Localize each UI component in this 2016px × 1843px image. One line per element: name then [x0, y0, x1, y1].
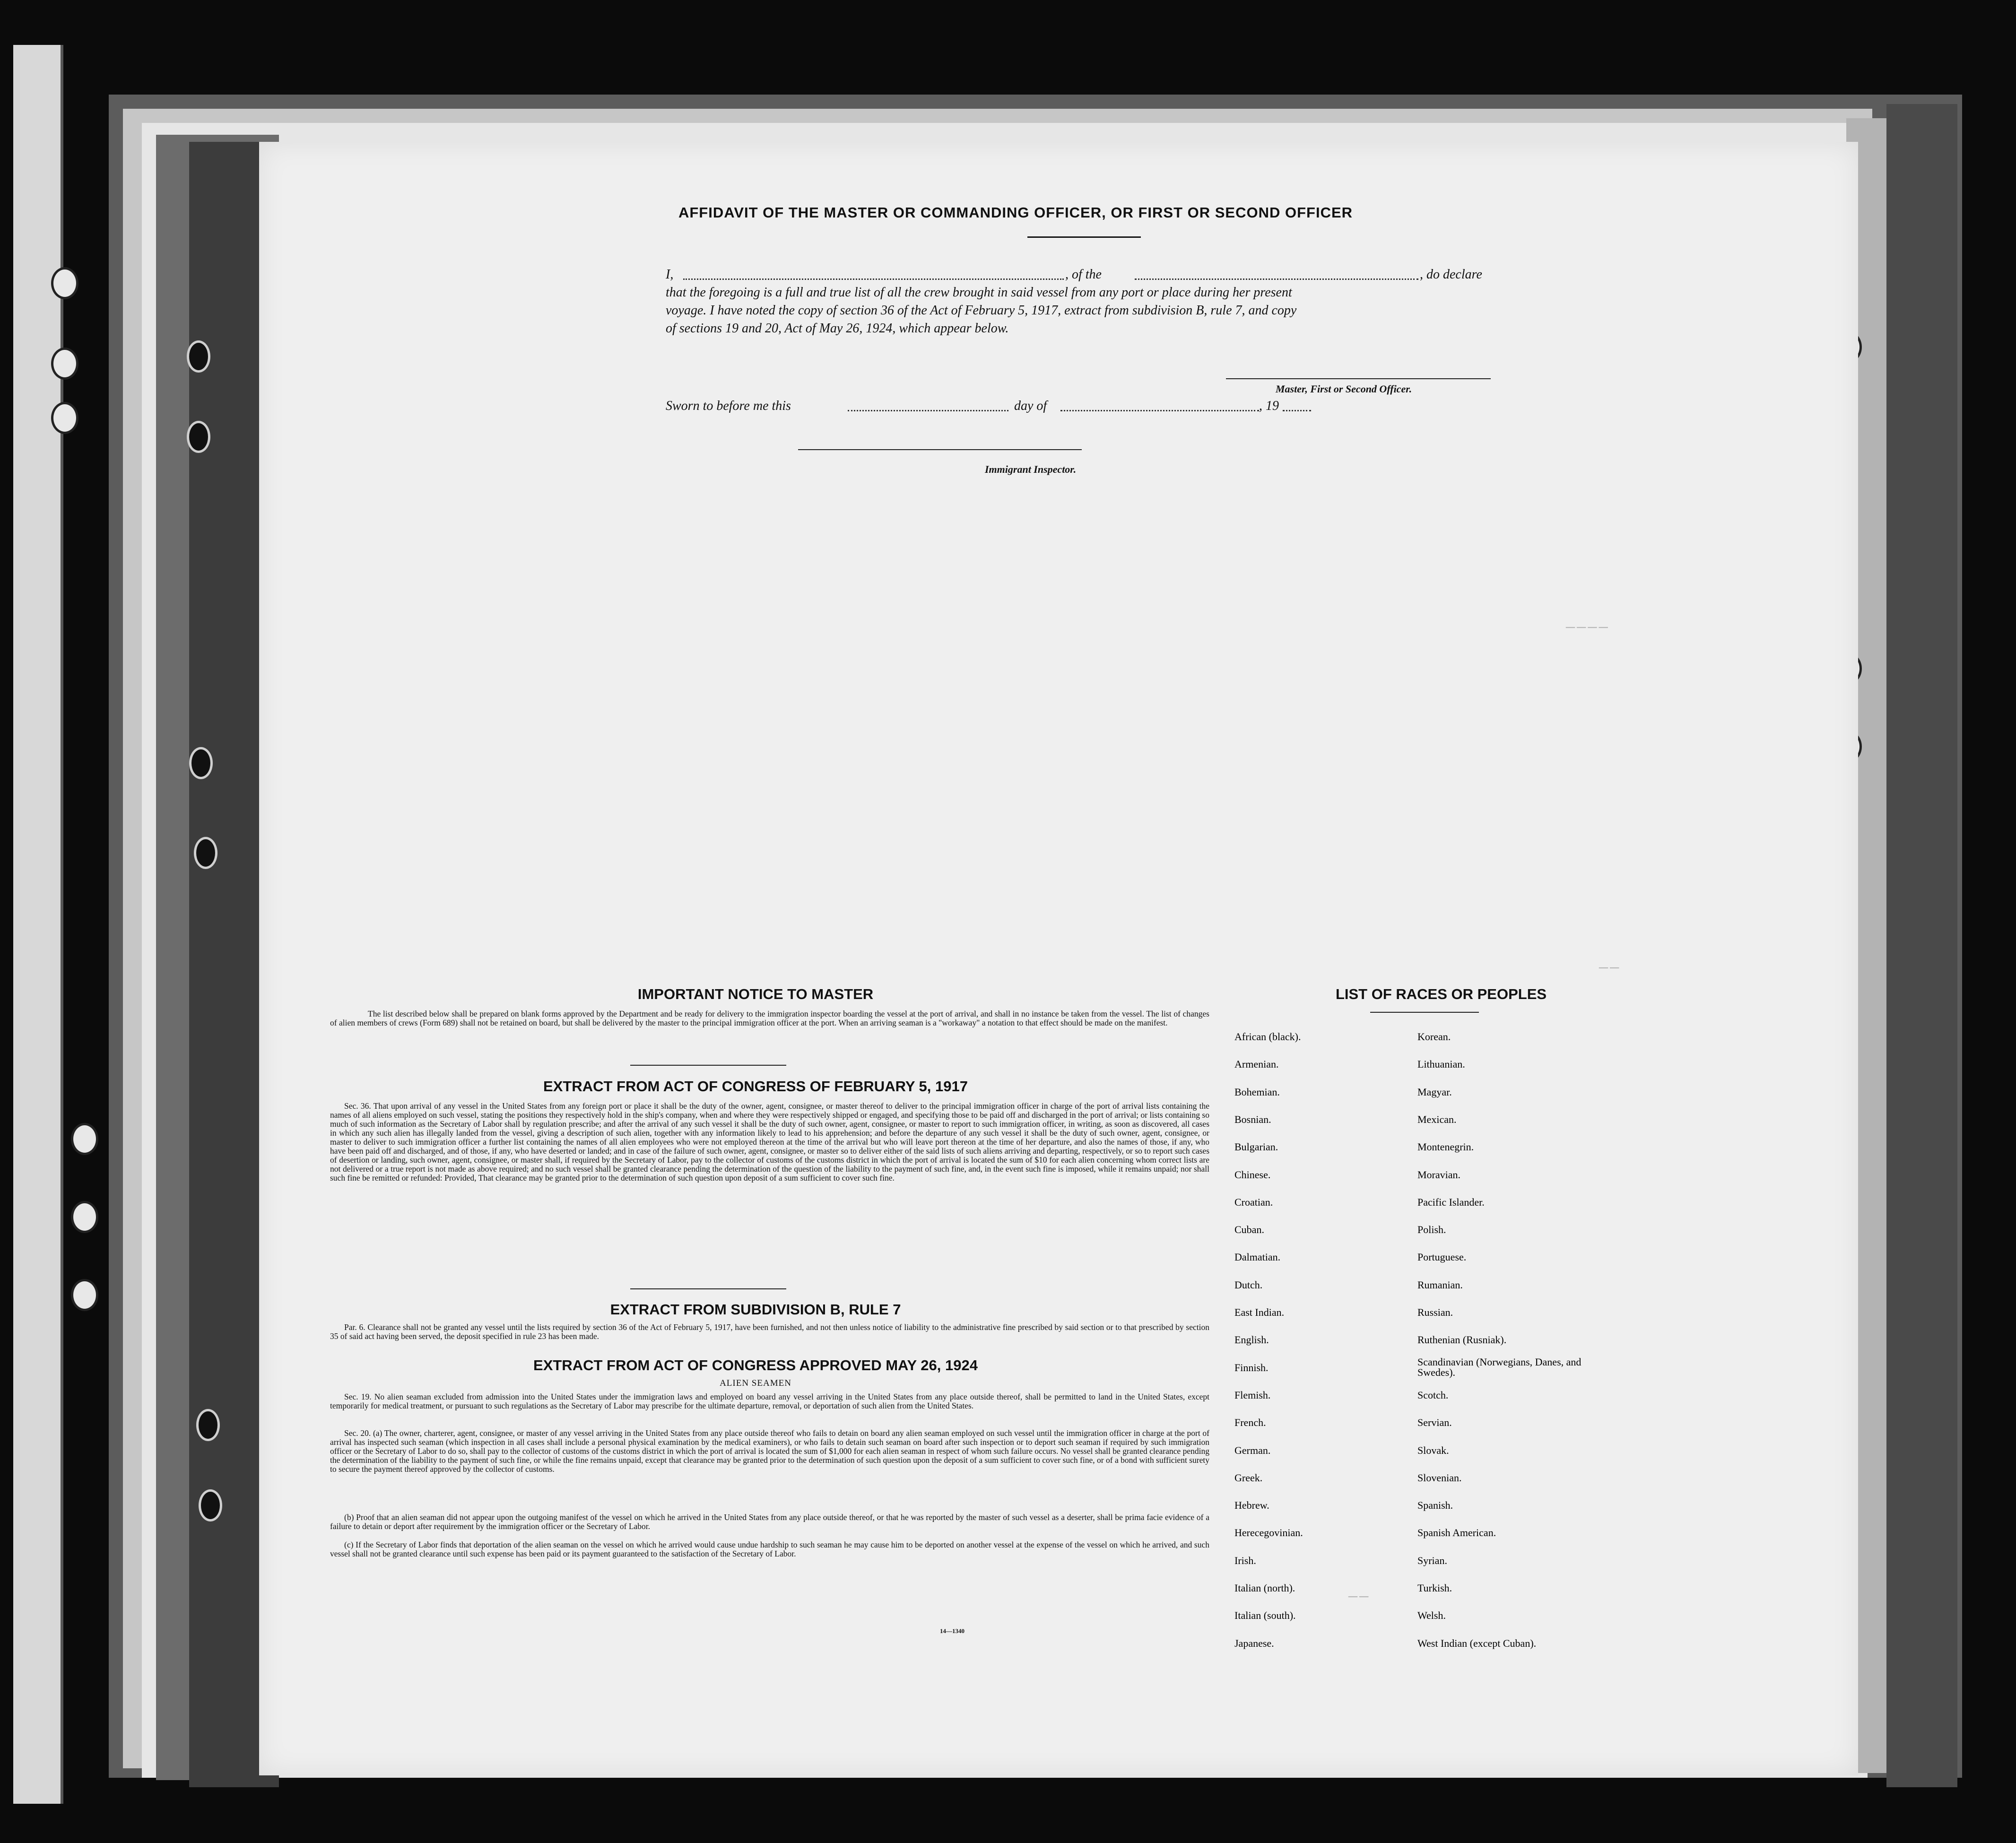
race-item: Magyar. — [1417, 1086, 1452, 1098]
bleed-through: ── — [1597, 960, 1619, 977]
punch-hole — [51, 348, 78, 380]
race-item: Dalmatian. — [1234, 1251, 1281, 1263]
left-page-edge — [13, 45, 63, 1804]
race-item: Spanish American. — [1417, 1527, 1496, 1539]
race-item: Pacific Islander. — [1417, 1196, 1485, 1208]
race-item: Bulgarian. — [1234, 1141, 1278, 1153]
race-item: Mexican. — [1417, 1113, 1457, 1125]
race-item: Bosnian. — [1234, 1113, 1271, 1125]
race-item: Armenian. — [1234, 1058, 1279, 1070]
inspector-caption: Immigrant Inspector. — [985, 463, 1077, 475]
punch-hole — [189, 747, 213, 779]
race-item: Montenegrin. — [1417, 1141, 1474, 1153]
race-item: Cuban. — [1234, 1224, 1264, 1235]
punch-hole — [196, 1409, 220, 1441]
extract-1917-text: Sec. 36. That upon arrival of any vessel in the United States from any foreign port or place it shall be the duty of the owner, agent, consignee, or master thereof to deliver to the principal immigration officer in charge of the port of arrival lists containing the names of all aliens employed on such vessel, stating the positions they respectively hold in the ship's company, when and where they were respectively shipped or engaged, and specifying those to be paid off and discharged in the port of arrival; or lists containing so much of such information as the Secretary of Labor shall by regulation prescribe; and after the arrival of any such vessel it shall be the duty of such owner, agent, consignee, or master to report to such immigration officer, in writing, as soon as discovered, all cases in which any such alien has illegally landed from the vessel, giving a description of such alien, together with any information likely to lead to his apprehension; and before the departure of any such vessel it shall be the duty of such owner, agent, consignee, or master to deliver to such immigration officer a further list containing the names of all alien employees who were not employed thereon at the time of the arrival but who will leave port thereon at the time of her departure, and also the names of those, if any, who have been paid off and discharged, and of those, if any, who have deserted or landed; and in case of the failure of such owner, agent, consignee, or master so to deliver either of the said lists of such aliens arriving and departing, respectively, or so to report such cases of desertion or landing, such owner, agent, consignee, or master shall, if required by the Secretary of Labor, pay to the collector of customs of the customs district in which the port of arrival is located the sum of $10 for each alien concerning whom correct lists are not delivered or a true report is not made as above required; and no such vessel shall be granted clearance pending the determination of the question of the liability to the payment of such fine, and, in the event such fine is imposed, while it remains unpaid; nor shall such fine be remitted or refunded: Provided, That clearance may be granted prior to the determination of such question upon deposit of a sum sufficient to cover such fine. — [330, 1101, 1209, 1182]
sworn-year-blank[interactable] — [1283, 410, 1311, 411]
race-item: Syrian. — [1417, 1555, 1447, 1566]
divider — [630, 1288, 786, 1289]
inspector-signature-line[interactable] — [798, 449, 1082, 450]
race-item: Flemish. — [1234, 1389, 1271, 1401]
punch-hole — [71, 1201, 98, 1233]
affidavit-sheet — [259, 142, 1858, 1775]
race-item: Rumanian. — [1417, 1279, 1463, 1291]
sec19-text: Sec. 19. No alien seaman excluded from admission into the United States under the immigration laws and employed on board any vessel arriving in the United States from any place outside thereof, shall be permitted to land in the United States, except temporarily for medical treatment, or pursuant to such regulations as the Secretary of Labor may prescribe for the ultimate departure, removal, or deportation of such alien from the United States. — [330, 1392, 1209, 1410]
right-page-shadow — [1886, 104, 1957, 1787]
race-item: Irish. — [1234, 1555, 1256, 1566]
race-item: Scandinavian (Norwegians, Danes, and Swedes). — [1417, 1356, 1582, 1378]
punch-hole — [51, 402, 78, 434]
sworn-label: Sworn to before me this — [666, 399, 791, 413]
form-number: 14—1340 — [940, 1627, 965, 1634]
race-item: Herecegovinian. — [1234, 1527, 1303, 1539]
races-title: LIST OF RACES OR PEOPLES — [1335, 986, 1547, 1002]
title-underline — [1027, 236, 1141, 238]
race-item: Polish. — [1417, 1224, 1446, 1235]
punch-hole — [194, 837, 217, 869]
sec20a-text: Sec. 20. (a) The owner, charterer, agent, consignee, or master of any vessel arriving in the United States from any place outside thereof who fails to detain on board any alien seaman employed on such vessel until the immigration officer in charge at the port of arrival has inspected such seaman (which inspection in all cases shall include a personal physical examination by the medical examiners), or who fails to detain such seaman on board after such inspection or to deport such seaman if required by such immigration officer or the Secretary of Labor to do so, shall pay to the collector of customs of the customs district in which the port of arrival is located the sum of $1,000 for each alien seaman in respect of whom such failure occurs. No vessel shall be granted clearance pending the determination of the liability to the payment of such fine, or while the fine remains unpaid, except that clearance may be granted prior to the determination of such question upon the deposit of a sum sufficient to cover such fine, or of a bond with sufficient surety to secure the payment thereof approved by the collector of customs. — [330, 1428, 1209, 1474]
race-item: Korean. — [1417, 1031, 1451, 1043]
officer-caption: Master, First or Second Officer. — [1276, 383, 1412, 395]
affidavit-declare: , do declare — [1420, 267, 1482, 282]
race-item: Moravian. — [1417, 1169, 1461, 1181]
punch-hole — [51, 267, 78, 299]
punch-hole — [71, 1123, 98, 1155]
race-item: Scotch. — [1417, 1389, 1449, 1401]
race-item: Finnish. — [1234, 1362, 1269, 1374]
race-item: Slovenian. — [1417, 1472, 1462, 1484]
sec20c-text: (c) If the Secretary of Labor finds that deportation of the alien seaman on the vessel on which he arrived would cause undue hardship to such seaman he may cause him to be deported on another vessel at the expense of the vessel on which he arrived, and such vessel shall not be granted clearance until such expense has been paid or its payment guaranteed to the satisfaction of the Secretary of Labor. — [330, 1540, 1209, 1558]
bleed-through: ──── — [1564, 619, 1608, 637]
alien-seamen-subtitle: ALIEN SEAMEN — [720, 1378, 791, 1388]
race-item: Croatian. — [1234, 1196, 1273, 1208]
officer-signature-line[interactable] — [1226, 378, 1491, 379]
sworn-month-blank[interactable] — [1060, 410, 1259, 411]
punch-hole — [199, 1489, 222, 1521]
extract-rule7-title: EXTRACT FROM SUBDIVISION B, RULE 7 — [610, 1301, 901, 1318]
name-blank[interactable] — [683, 278, 1064, 280]
race-item: African (black). — [1234, 1031, 1301, 1043]
race-item: Spanish. — [1417, 1499, 1453, 1511]
affidavit-title: AFFIDAVIT OF THE MASTER OR COMMANDING OFFICER, OR FIRST OR SECOND OFFICER — [678, 204, 1353, 221]
race-item: Hebrew. — [1234, 1499, 1269, 1511]
race-item: Russian. — [1417, 1306, 1453, 1318]
race-item: Lithuanian. — [1417, 1058, 1465, 1070]
race-item: East Indian. — [1234, 1306, 1285, 1318]
race-item: Japanese. — [1234, 1637, 1274, 1649]
affidavit-line-4: of sections 19 and 20, Act of May 26, 1924, which appear below. — [666, 321, 1009, 336]
affidavit-line-3: voyage. I have noted the copy of section 36 of the Act of February 5, 1917, extract from subdivision B, rule 7, and copy — [666, 303, 1297, 318]
race-item: Turkish. — [1417, 1582, 1452, 1594]
extract-rule7-text: Par. 6. Clearance shall not be granted any vessel until the lists required by section 36 of the Act of February 5, 1917, have been furnished, and not then unless notice of liability to the administrative fine prescribed by said section or to that prescribed by section 35 of said act having been served, the deposit specified in rule 23 has been made. — [330, 1322, 1209, 1341]
sworn-day-blank[interactable] — [848, 410, 1008, 411]
extract-1917-title: EXTRACT FROM ACT OF CONGRESS OF FEBRUARY 5, 1917 — [543, 1078, 968, 1095]
race-item: Bohemian. — [1234, 1086, 1280, 1098]
race-item: German. — [1234, 1444, 1271, 1456]
race-item: Welsh. — [1417, 1609, 1446, 1621]
race-item: Portuguese. — [1417, 1251, 1467, 1263]
notice-text: The list described below shall be prepared on blank forms approved by the Department and be ready for delivery to the immigration inspector boarding the vessel at the port of arrival, and shall in no instance be taken from the vessel. The list of changes of alien members of crews (Form 689) shall not be retained on board, but shall be delivered by the master to the principal immigration officer at the port. When an arriving seaman is a "workaway" a notation to that effect should be made on the manifest. — [330, 1009, 1209, 1027]
divider — [630, 1065, 786, 1066]
race-item: Dutch. — [1234, 1279, 1263, 1291]
race-item: Slovak. — [1417, 1444, 1449, 1456]
vessel-blank[interactable] — [1135, 278, 1418, 280]
bleed-through: ── — [1347, 1589, 1369, 1606]
race-item: Chinese. — [1234, 1169, 1271, 1181]
punch-hole — [71, 1279, 98, 1311]
race-item: Italian (south). — [1234, 1609, 1296, 1621]
punch-hole — [187, 340, 210, 373]
notice-title: IMPORTANT NOTICE TO MASTER — [637, 986, 874, 1002]
affidavit-i: I, — [666, 267, 674, 282]
race-item: West Indian (except Cuban). — [1417, 1637, 1537, 1649]
race-item: Servian. — [1417, 1417, 1452, 1428]
race-item: English. — [1234, 1334, 1269, 1346]
sworn-day-of: day of — [1014, 399, 1047, 413]
punch-hole — [187, 421, 210, 453]
races-underline — [1370, 1012, 1479, 1013]
sec20b-text: (b) Proof that an alien seaman did not appear upon the outgoing manifest of the vessel on which he arrived in the United States from any place outside thereof, or that he was reported by the master of such vessel as a deserter, shall be prima facie evidence of a failure to detain or deport after requirement by the immigration officer or the Secretary of Labor. — [330, 1513, 1209, 1531]
race-item: Italian (north). — [1234, 1582, 1295, 1594]
affidavit-of-the: , of the — [1065, 267, 1102, 282]
race-item: French. — [1234, 1417, 1266, 1428]
race-item: Greek. — [1234, 1472, 1263, 1484]
sworn-year-prefix: , 19 — [1259, 399, 1279, 413]
affidavit-line-2: that the foregoing is a full and true list of all the crew brought in said vessel from any port or place during her present — [666, 285, 1292, 300]
race-item: Ruthenian (Rusniak). — [1417, 1334, 1507, 1346]
extract-1924-title: EXTRACT FROM ACT OF CONGRESS APPROVED MAY 26, 1924 — [533, 1357, 978, 1374]
